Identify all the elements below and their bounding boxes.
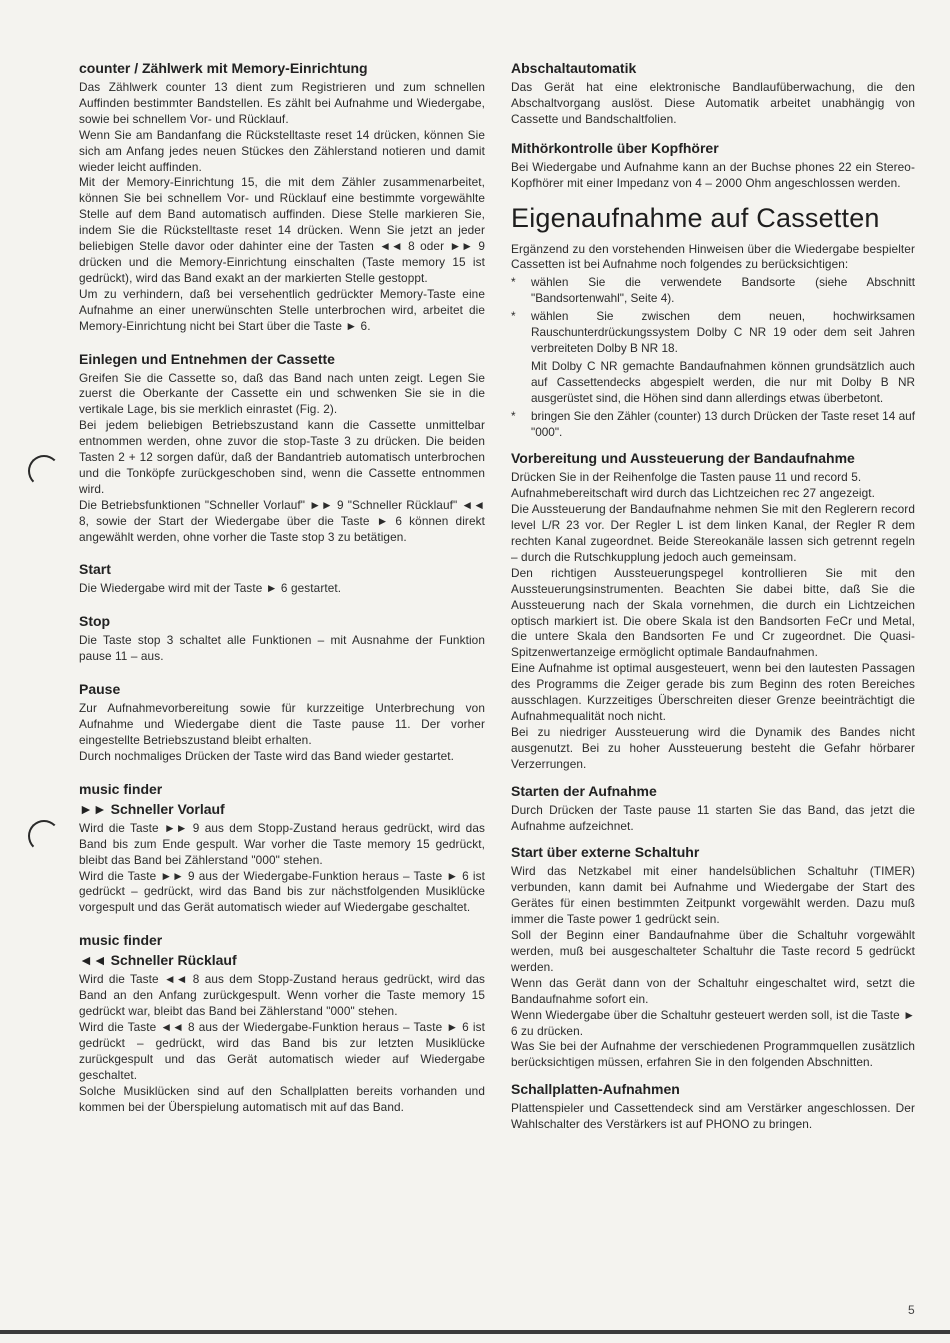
paragraph: Wenn das Gerät dann von der Schaltuhr eingeschaltet wird, setzt die Bandaufnahme sofort ein.: [511, 975, 915, 1006]
section-heading: Start: [79, 561, 111, 578]
binder-hole-mark: [28, 820, 60, 852]
section-counter: [79, 60, 485, 335]
paragraph: Bei jedem beliebigen Betriebszustand kann die Cassette unmittelbar entnommen werden, ohne zuvor die stop-Taste 3 zu drücken. Die beiden Tasten 2 + 12 sorgen dafür, daß der Bandantrieb automatisch unterbrochen und die Tonköpfe zurückgeschoben sind, wenn die Cassette entnommen wird.: [79, 418, 485, 496]
section-timer: [511, 844, 915, 1071]
paragraph: Solche Musiklücken sind auf den Schallplatten bereits vorhanden und kommen bei der Überspielung automatisch mit auf das Band.: [79, 1083, 485, 1114]
paragraph: Greifen Sie die Cassette so, daß das Band nach unten zeigt. Legen Sie zuerst die Oberkante der Cassette ein und schwenken Sie sie in die vertikale Lage, bis sie merklich einrastet (Fig. 2).: [79, 370, 485, 417]
section-mithoer: [511, 140, 915, 192]
paragraph: Bei zu niedriger Aussteuerung wird die Dynamik des Bandes nicht ausgenutzt. Bei zu hoher Aussteuerung besteht die Gefahr hörbarer Verzerrungen.: [511, 724, 915, 771]
paragraph: Die Aussteuerung der Bandaufnahme nehmen Sie mit den Reglerern record level L/R 23 vor. Der Regler L ist dem linken Kanal, der Regler R dem rechten Kanal zugeordnet. Beide Stereokanäle lassen sich getrennt regeln – durch die Rutschkupplung jedoch auch gemeinsam.: [511, 502, 915, 564]
section-heading: Mithörkontrolle über Kopfhörer: [511, 139, 719, 156]
paragraph: Das Gerät hat eine elektronische Bandlaufüberwachung, die den Abschaltvorgang auslöst. Diese Automatik arbeitet unabhängig von Cassette und Bandschaltfolien.: [511, 80, 915, 126]
paragraph: Die Taste stop 3 schaltet alle Funktionen – mit Ausnahme der Funktion pause 11 – aus.: [79, 633, 485, 664]
section-pause: [79, 681, 485, 765]
section-starten: [511, 783, 915, 835]
paragraph: Mit der Memory-Einrichtung 15, die mit dem Zähler zusammenarbeitet, können Sie bei schnellem Vor- und Rücklauf eine bestimmte vorgewählte Stelle auf dem Band automatisch auffinden. Diese Stelle markieren Sie, indem Sie die Rückstelltaste reset 14 drücken. Wenn Sie jetzt an jeder beliebigen Stelle davor oder dahinter eine der Tasten ◄◄ 8 oder ►► 9 drücken und die Memory-Einrichtung einschalten (Taste memory 15 ist gedrückt), wird das Band exakt an der markierten Stelle gestoppt.: [79, 175, 485, 285]
section-heading: Vorbereitung und Aussteuerung der Bandaufnahme: [511, 450, 855, 467]
section-rewind: [79, 932, 485, 1115]
paragraph: Die Betriebsfunktionen "Schneller Vorlauf" ►► 9 "Schneller Rücklauf" ◄◄ 8, sowie der Start der Wiedergabe über die Taste ► 6 können direkt angewählt werden, ohne vorher die Taste stop 3 zu betätigen.: [79, 497, 485, 544]
section-subheading: ►► Schneller Vorlauf: [79, 800, 225, 817]
bullet-list: [511, 275, 915, 440]
page-title: Eigenaufnahme auf Cassetten: [511, 202, 880, 233]
paragraph: Ergänzend zu den vorstehenden Hinweisen über die Wiedergabe bespielter Cassetten ist bei Aufnahme noch folgendes zu berücksichtigen:: [511, 241, 915, 272]
paragraph: Plattenspieler und Cassettendeck sind am Verstärker angeschlossen. Der Wahlschalter des Verstärkers ist auf PHONO zu bringen.: [511, 1101, 915, 1132]
section-abschalt: [511, 60, 915, 128]
section-heading: Starten der Aufnahme: [511, 782, 657, 799]
section-stop: [79, 613, 485, 665]
paragraph: Soll der Beginn einer Bandaufnahme über die Schaltuhr vorgewählt werden, muß bei ausgeschalteter Schaltuhr die Taste record 5 gedrückt werden.: [511, 928, 915, 974]
paragraph: Wird die Taste ►► 9 aus der Wiedergabe-Funktion heraus – Taste ► 6 ist gedrückt – gedrückt, wird das Band bis zur nächstfolgenden Musiklücke vorgespult und das Gerät automatisch wieder auf Wiedergabe geschaltet.: [79, 868, 485, 915]
section-heading: music finder: [79, 932, 163, 949]
paragraph: Die Wiedergabe wird mit der Taste ► 6 gestartet.: [79, 581, 342, 596]
paragraph: Drücken Sie in der Reihenfolge die Tasten pause 11 und record 5.: [511, 470, 862, 485]
section-intro: [511, 242, 915, 441]
paragraph: Wird die Taste ►► 9 aus dem Stopp-Zustand heraus gedrückt, wird das Band bis zum Ende gespult. War vorher die Taste memory 15 gedrückt, bleibt das Band bei Zählerstand "000" stehen.: [79, 820, 485, 867]
paragraph: Wenn Sie am Bandanfang die Rückstelltaste reset 14 drücken, können Sie sich am Anfang jedes neuen Stückes den Zählerstand notieren und damit wieder leicht auffinden.: [79, 127, 485, 174]
section-heading: Abschaltautomatik: [511, 60, 637, 76]
paragraph: Wenn Wiedergabe über die Schaltuhr gesteuert werden soll, ist die Taste ► 6 zu drücken.: [511, 1007, 915, 1038]
section-schallplatten: [511, 1081, 915, 1133]
section-heading: Start über externe Schaltuhr: [511, 844, 700, 861]
right-column: [511, 60, 915, 1149]
page-number: 5: [908, 1303, 915, 1317]
section-heading: Einlegen und Entnehmen der Cassette: [79, 350, 335, 367]
paragraph: Durch Drücken der Taste pause 11 starten Sie das Band, das jetzt die Aufnahme aufzeichnet.: [511, 802, 915, 833]
list-item: * bringen Sie den Zähler (counter) 13 durch Drücken der Taste reset 14 auf "000".: [511, 408, 915, 439]
paragraph: Den richtigen Aussteuerungspegel kontrollieren Sie mit den Aussteuerungsinstrumenten. Beachten Sie dabei bitte, daß Sie die Aussteuerung nach der Skala vornehmen, die durch ein Lichtzeichen optisch markiert ist. Die obere Skala ist den Bandsorten FeCr und Metal, die untere Skala den Bandsorten Fe und Cr zugeordnet. Die Quasi-Spitzenwertanzeige ermöglicht optimale Bandaufnahmen.: [511, 565, 915, 660]
section-heading: Schallplatten-Aufnahmen: [511, 1081, 680, 1098]
paragraph: Um zu verhindern, daß bei versehentlich gedrückter Memory-Taste eine Aufnahme an einer unerwünschten Stelle unterbrochen wird, arbeitet die Memory-Einrichtung nicht bei Start über die Taste ► 6.: [79, 286, 485, 333]
section-heading: counter / Zählwerk mit Memory-Einrichtung: [79, 60, 368, 76]
paragraph: Zur Aufnahmevorbereitung sowie für kurzzeitige Unterbrechung von Aufnahme und Wiedergabe dient die Taste pause 11. Der vorher eingestellte Betriebszustand bleibt erhalten.: [79, 701, 485, 747]
section-subheading: ◄◄ Schneller Rücklauf: [79, 952, 237, 969]
paragraph: Wird die Taste ◄◄ 8 aus dem Stopp-Zustand heraus gedrückt, wird das Band an den Anfang zurückgespult. Wenn vorher die Taste memory 15 gedrückt war, bleibt das Band bei Zählerstand "000" stehen.: [79, 972, 485, 1019]
paragraph: Eine Aufnahme ist optimal ausgesteuert, wenn bei den lautesten Passagen des Programms die Zeiger gerade bis zum Beginn des roten Bereiches ausschlagen. Kurzzeitiges Überschreiten dieser Grenze beeinträchtigt die Aufnahmequalität noch nicht.: [511, 661, 915, 723]
paragraph: Das Zählwerk counter 13 dient zum Registrieren und zum schnellen Auffinden bestimmter Bandstellen. Es zählt bei Aufnahme und Wiedergabe, sowie bei schnellem Vor- und Rücklauf.: [79, 80, 485, 126]
paragraph: Was Sie bei der Aufnahme der verschiedenen Programmquellen zusätzlich berücksichtigen müssen, erfahren Sie in den folgenden Abschnitten.: [511, 1039, 915, 1070]
binder-hole-mark: [28, 455, 60, 487]
section-heading: Pause: [79, 681, 121, 698]
paragraph: Wird das Netzkabel mit einer handelsüblichen Schaltuhr (TIMER) verbunden, kann damit bei Aufnahme und Wiedergabe der Start des Gerätes für einen bestimmten Zeitpunkt vorgewählt werden. Dazu muß immer die Taste power 1 gedrückt sein.: [511, 864, 915, 927]
section-heading: music finder: [79, 780, 163, 797]
paragraph: Aufnahmebereitschaft wird durch das Lichtzeichen rec 27 angezeigt.: [511, 486, 875, 501]
bullet-star: *: [511, 275, 516, 290]
list-note: Mit Dolby C NR gemachte Bandaufnahmen können grundsätzlich auch auf Cassettendecks abgespielt werden, die nur mit Dolby B NR ausgerüstet sind, die Höhen sind dann allerdings etwas überbetont.: [531, 358, 915, 405]
section-start: [79, 561, 485, 597]
bullet-star: *: [511, 309, 516, 324]
list-item: * wählen Sie zwischen dem neuen, hochwirksamen Rauschunterdrückungssystem Dolby C NR 19 oder dem seit Jahren verbreiteten Dolby B NR 18.: [511, 309, 915, 355]
bottom-edge-divider: [0, 1330, 950, 1334]
section-cassette: [79, 351, 485, 546]
paragraph: Wird die Taste ◄◄ 8 aus der Wiedergabe-Funktion heraus – Taste ► 6 ist gedrückt – gedrückt, wird das Band bis zur letzten Musiklücke zurückgespult und das Gerät automatisch wieder auf Wiedergabe geschaltet.: [79, 1019, 485, 1082]
paragraph: Durch nochmaliges Drücken der Taste wird das Band wieder gestartet.: [79, 748, 454, 763]
section-heading: Stop: [79, 613, 111, 630]
section-forward: [79, 781, 485, 916]
list-item: * wählen Sie die verwendete Bandsorte (siehe Abschnitt "Bandsortenwahl", Seite 4).: [511, 275, 915, 306]
paragraph: Bei Wiedergabe und Aufnahme kann an der Buchse phones 22 ein Stereo-Kopfhörer mit einer Impedanz von 4 – 2000 Ohm angeschlossen werden.: [511, 159, 915, 190]
left-column: [79, 60, 485, 1131]
bullet-star: *: [511, 408, 516, 423]
section-vorbereitung: [511, 450, 915, 772]
